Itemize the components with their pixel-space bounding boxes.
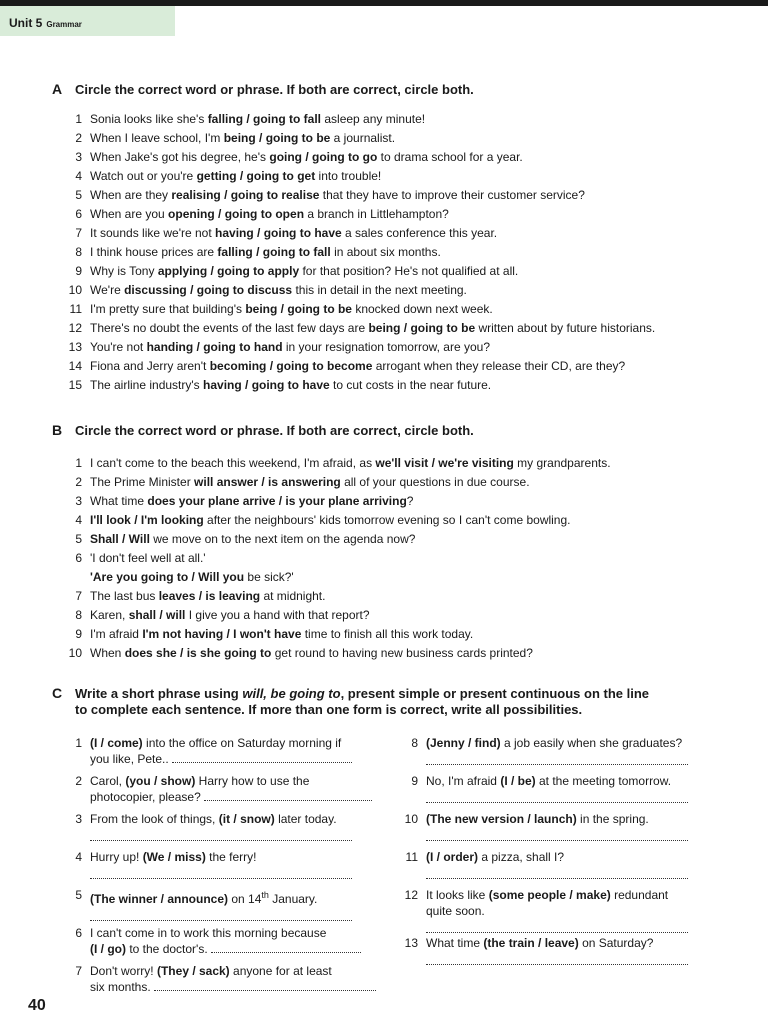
answer-choices[interactable]: opening / going to open <box>168 207 305 221</box>
item-number: 12 <box>68 321 82 335</box>
section-a-heading <box>52 81 474 98</box>
section-a-instruction: Circle the correct word or phrase. If both are correct, circle both. <box>75 82 474 97</box>
answer-choices[interactable]: 'Are you going to / Will you <box>90 570 245 584</box>
exercise-c-item-10: 10 (The new version / launch) in the spring. <box>398 811 718 841</box>
exercise-c-item-1: 1 (I / come) into the office on Saturday morning if you like, Pete.. <box>62 735 382 767</box>
answer-choices[interactable]: having / going to have <box>215 226 342 240</box>
item-sentence: Karen, shall / will I give you a hand with that report? <box>90 608 370 622</box>
section-c-instruction-1: Write a short phrase using will, be going to, present simple or present continuous on the line <box>75 686 650 701</box>
exercise-c-item-7: 7 Don't worry! (They / sack) anyone for at least six months. <box>62 963 382 995</box>
item-number: 5 <box>75 532 82 546</box>
item-sentence: When Jake's got his degree, he's going / going to go to drama school for a year. <box>90 150 523 164</box>
answer-line[interactable] <box>154 979 376 991</box>
section-b-letter: B <box>52 422 63 438</box>
section-a-list <box>62 110 655 395</box>
exercise-a-item <box>62 243 655 262</box>
item-number: 1 <box>75 456 82 470</box>
exercise-c-item-13: 13 What time (the train / leave) on Saturday? <box>398 935 718 965</box>
item-number: 9 <box>75 627 82 641</box>
answer-line[interactable] <box>204 789 372 801</box>
exercise-a-item <box>62 319 655 338</box>
answer-choices[interactable]: I'm not having / I won't have <box>142 627 302 641</box>
answer-choices[interactable]: leaves / is leaving <box>158 589 261 603</box>
answer-choices[interactable]: does she / is she going to <box>124 646 272 660</box>
item-sentence: I'm afraid I'm not having / I won't have time to finish all this work today. <box>90 627 474 641</box>
answer-choices[interactable]: will answer / is answering <box>194 475 341 489</box>
item-sentence: When are you opening / going to open a branch in Littlehampton? <box>90 207 449 221</box>
exercise-a-item <box>62 224 655 243</box>
answer-choices[interactable]: having / going to have <box>203 378 330 392</box>
exercise-a-item <box>62 357 655 376</box>
item-sentence: 'I don't feel well at all.' <box>90 551 206 565</box>
exercise-b-item <box>62 511 611 530</box>
exercise-a-item <box>62 262 655 281</box>
answer-line[interactable] <box>426 751 688 765</box>
item-number: 2 <box>75 475 82 489</box>
item-sentence: The last bus leaves / is leaving at midnight. <box>90 589 326 603</box>
exercise-a-item <box>62 110 655 129</box>
exercise-a-item <box>62 338 655 357</box>
exercise-b-item <box>62 587 611 606</box>
item-sentence: The airline industry's having / going to have to cut costs in the near future. <box>90 378 492 392</box>
answer-choices[interactable]: shall / will <box>128 608 186 622</box>
answer-choices[interactable]: falling / going to fall <box>207 112 322 126</box>
item-number: 11 <box>69 302 82 316</box>
item-number: 14 <box>68 359 82 373</box>
answer-choices[interactable]: handing / going to hand <box>146 340 283 354</box>
exercise-b-item <box>62 625 611 644</box>
exercise-a-item <box>62 148 655 167</box>
exercise-b-item <box>62 644 611 663</box>
exercise-b-item <box>62 549 611 568</box>
answer-choices[interactable]: going / going to go <box>269 150 378 164</box>
item-sentence: Sonia looks like she's falling / going to fall asleep any minute! <box>90 112 426 126</box>
item-sentence: We're discussing / going to discuss this in detail in the next meeting. <box>90 283 467 297</box>
answer-line[interactable] <box>426 951 688 965</box>
exercise-c-item-4: 4 Hurry up! (We / miss) the ferry! <box>62 849 382 879</box>
item-sentence: When are they realising / going to realise that they have to improve their customer service? <box>90 188 585 202</box>
unit-tab <box>0 6 175 36</box>
answer-choices[interactable]: realising / going to realise <box>171 188 320 202</box>
item-number: 13 <box>68 340 82 354</box>
item-sentence: When does she / is she going to get round to having new business cards printed? <box>90 646 533 660</box>
answer-line[interactable] <box>426 919 688 933</box>
exercise-c-item-6: 6 I can't come in to work this morning because (I / go) to the doctor's. <box>62 925 382 957</box>
item-sentence: Watch out or you're getting / going to get into trouble! <box>90 169 382 183</box>
exercise-b-item <box>62 492 611 511</box>
answer-line[interactable] <box>90 907 352 921</box>
item-number: 6 <box>75 207 82 221</box>
exercise-b-item <box>62 606 611 625</box>
item-number: 2 <box>75 131 82 145</box>
item-number: 15 <box>68 378 82 392</box>
exercise-b-item <box>62 568 611 587</box>
answer-line[interactable] <box>90 865 352 879</box>
item-number <box>62 568 82 587</box>
exercise-c-item-5: 5 (The winner / announce) on 14th January. <box>62 887 382 921</box>
item-number: 10 <box>68 646 82 660</box>
section-c-letter: C <box>52 685 63 701</box>
item-number: 4 <box>75 169 82 183</box>
answer-line[interactable] <box>90 827 352 841</box>
answer-choices[interactable]: we'll visit / we're visiting <box>375 456 514 470</box>
item-number: 7 <box>75 589 82 603</box>
item-sentence: I'll look / I'm looking after the neighbours' kids tomorrow evening so I can't come bowling. <box>90 513 571 527</box>
answer-choices[interactable]: being / going to be <box>223 131 331 145</box>
exercise-b-item <box>62 473 611 492</box>
unit-label: Unit 5 <box>9 16 43 30</box>
item-number: 1 <box>75 112 82 126</box>
item-number: 6 <box>75 551 82 565</box>
section-c-heading <box>52 685 649 718</box>
item-number: 4 <box>75 513 82 527</box>
item-number: 8 <box>75 245 82 259</box>
section-b-list <box>62 454 611 663</box>
item-sentence: I think house prices are falling / going to fall in about six months. <box>90 245 441 259</box>
exercise-a-item <box>62 186 655 205</box>
exercise-c-item-2: 2 Carol, (you / show) Harry how to use the photocopier, please? <box>62 773 382 805</box>
section-label: Grammar <box>46 20 82 29</box>
exercise-c-item-12: 12 It looks like (some people / make) redundant quite soon. <box>398 887 718 933</box>
answer-line[interactable] <box>211 941 361 953</box>
exercise-c-item-11: 11 (I / order) a pizza, shall I? <box>398 849 718 879</box>
item-number: 7 <box>75 226 82 240</box>
answer-choices[interactable]: being / going to be <box>245 302 352 316</box>
item-sentence: Fiona and Jerry aren't becoming / going to become arrogant when they release their CD, are they? <box>90 359 626 373</box>
exercise-b-item <box>62 454 611 473</box>
section-b-heading <box>52 422 474 439</box>
item-sentence: I can't come to the beach this weekend, I'm afraid, as we'll visit / we're visiting my grandparents. <box>90 456 611 470</box>
exercise-c-item-8: 8 (Jenny / find) a job easily when she graduates? <box>398 735 718 765</box>
item-sentence: Why is Tony applying / going to apply for that position? He's not qualified at all. <box>90 264 519 278</box>
item-number: 10 <box>68 283 82 297</box>
exercise-a-item <box>62 167 655 186</box>
answer-choices[interactable]: being / going to be <box>368 321 476 335</box>
exercise-a-item <box>62 376 655 395</box>
item-sentence: When I leave school, I'm being / going to be a journalist. <box>90 131 396 145</box>
item-sentence: The Prime Minister will answer / is answering all of your questions in due course. <box>90 475 530 489</box>
item-sentence: Shall / Will we move on to the next item on the agenda now? <box>90 532 416 546</box>
item-number: 5 <box>75 188 82 202</box>
answer-choices[interactable]: discussing / going to discuss <box>124 283 293 297</box>
exercise-c-item-9: 9 No, I'm afraid (I / be) at the meeting tomorrow. <box>398 773 718 803</box>
exercise-b-item <box>62 530 611 549</box>
page-number: 40 <box>28 997 46 1014</box>
answer-choices[interactable]: falling / going to fall <box>217 245 331 259</box>
section-c-instruction-2: to complete each sentence. If more than one form is correct, write all possibilities. <box>75 702 583 717</box>
item-sentence: It sounds like we're not having / going to have a sales conference this year. <box>90 226 498 240</box>
exercise-a-item <box>62 205 655 224</box>
section-a-letter: A <box>52 81 63 97</box>
answer-line[interactable] <box>426 827 688 841</box>
item-number: 3 <box>75 150 82 164</box>
exercise-a-item <box>62 300 655 319</box>
item-sentence: You're not handing / going to hand in your resignation tomorrow, are you? <box>90 340 490 354</box>
answer-line[interactable] <box>426 789 688 803</box>
section-b-instruction: Circle the correct word or phrase. If both are correct, circle both. <box>75 423 474 438</box>
answer-choices[interactable]: does your plane arrive / is your plane arriving <box>147 494 407 508</box>
item-sentence: 'Are you going to / Will you be sick?' <box>90 570 294 584</box>
item-sentence: I'm pretty sure that building's being / going to be knocked down next week. <box>90 302 493 316</box>
answer-choices[interactable]: getting / going to get <box>196 169 316 183</box>
item-number: 8 <box>75 608 82 622</box>
item-sentence: There's no doubt the events of the last few days are being / going to be written about by future historians. <box>90 321 656 335</box>
item-number: 3 <box>75 494 82 508</box>
exercise-a-item <box>62 129 655 148</box>
item-number: 9 <box>75 264 82 278</box>
answer-line[interactable] <box>426 865 688 879</box>
exercise-a-item <box>62 281 655 300</box>
answer-choices[interactable]: Shall / Will <box>90 532 150 546</box>
answer-line[interactable] <box>172 751 352 763</box>
answer-choices[interactable]: I'll look / I'm looking <box>90 513 204 527</box>
exercise-c-item-3: 3 From the look of things, (it / snow) later today. <box>62 811 382 841</box>
answer-choices[interactable]: becoming / going to become <box>209 359 373 373</box>
answer-choices[interactable]: applying / going to apply <box>157 264 300 278</box>
item-sentence: What time does your plane arrive / is your plane arriving? <box>90 494 414 508</box>
